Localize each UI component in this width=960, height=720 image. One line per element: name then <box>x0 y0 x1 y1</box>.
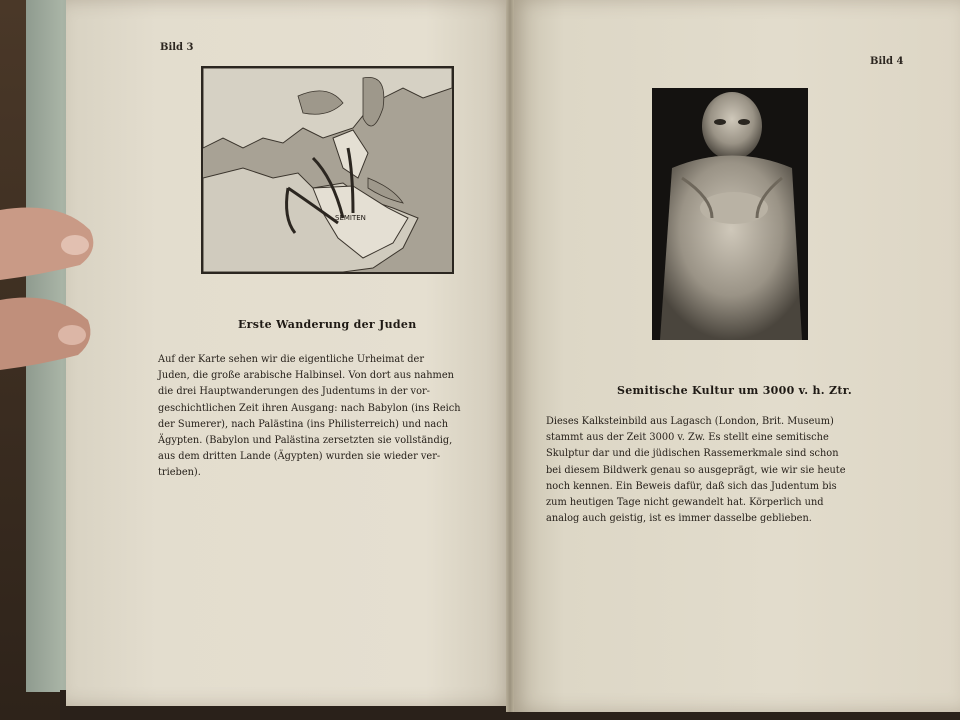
left-caption: Erste Wanderung der Juden <box>238 318 417 331</box>
left-body-line: geschichtlichen Zeit ihren Ausgang: nach Babylon (ins Reich <box>158 402 461 414</box>
right-figure-label: Bild 4 <box>870 56 904 67</box>
left-body-line: Ägypten. (Babylon und Palästina zersetzten sie vollständig, <box>158 435 453 447</box>
left-figure-label: Bild 3 <box>160 42 194 53</box>
map-illustration <box>203 68 452 272</box>
right-body-line: noch kennen. Ein Beweis dafür, daß sich das Judentum bis <box>546 480 837 492</box>
hand-holding-book <box>0 190 110 440</box>
left-body-line: Auf der Karte sehen wir die eigentliche Urheimat der <box>158 354 425 365</box>
left-body-line: die drei Hauptwanderungen des Judentums in der vor- <box>158 386 430 398</box>
right-body-line: bei diesem Bildwerk genau so ausgeprägt, wie wir sie heute <box>546 464 846 476</box>
migration-map <box>201 66 454 274</box>
statue-illustration <box>652 88 808 340</box>
left-body-line: Juden, die große arabische Halbinsel. Von dort aus nahmen <box>158 370 454 382</box>
right-body-text <box>546 414 846 527</box>
right-body-line: stammt aus der Zeit 3000 v. Zw. Es stellt eine semitische <box>546 432 829 444</box>
right-body-line: Skulptur dar und die jüdischen Rassemerkmale sind schon <box>546 448 839 460</box>
left-body-line: der Sumerer), nach Palästina (ins Philisterreich) und nach <box>158 418 449 430</box>
left-body-text <box>158 352 461 482</box>
left-body-line: aus dem dritten Lande (Ägypten) wurden sie wieder ver- <box>158 451 441 463</box>
map-label-semiten: SEMITEN <box>335 214 366 222</box>
right-body-line: zum heutigen Tage nicht gewandelt hat. Körperlich und <box>546 497 824 509</box>
right-body-line: analog auch geistig, ist es immer dasselbe geblieben. <box>546 513 812 525</box>
right-body-line: Dieses Kalksteinbild aus Lagasch (London, Brit. Museum) <box>546 416 834 427</box>
book-gutter <box>506 0 514 712</box>
limestone-statue-photo <box>652 88 808 340</box>
right-caption: Semitische Kultur um 3000 v. h. Ztr. <box>617 384 852 397</box>
left-body-line: trieben). <box>158 467 201 479</box>
